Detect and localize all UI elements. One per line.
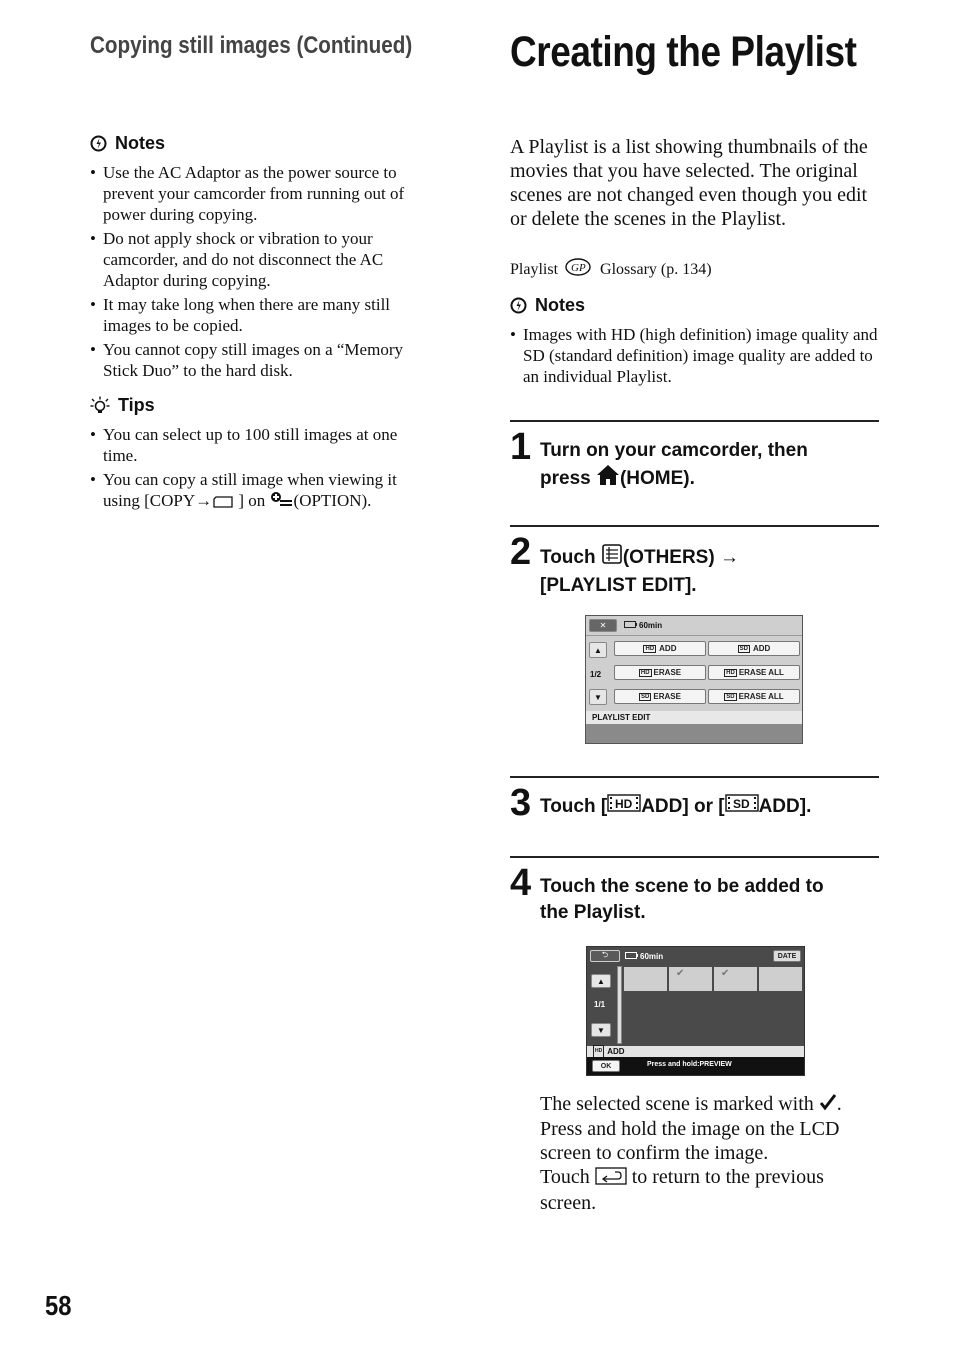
divider [510,420,879,422]
desc-line2: Press and hold the image on the LCD [540,1118,840,1141]
triangle-up-icon: ▲ [594,645,602,655]
list-item: • Use the AC Adaptor as the power source to prevent your camcorder from running out of power during copying. [90,162,435,225]
sd-add-button[interactable] [708,641,800,656]
step2-touch: Touch [540,547,601,569]
home-icon [596,464,620,494]
hd-quality-icon [607,794,641,820]
notes-icon [90,135,107,152]
hd-badge: HD [645,645,655,652]
button-label: ERASE [653,668,682,677]
step-text [540,784,811,820]
step4-description [540,1092,885,1215]
scene-thumbnail[interactable] [669,967,712,991]
sd-badge: SD [739,645,748,652]
scene-thumbnail[interactable] [714,967,757,991]
battery-remaining: 60min [640,952,664,961]
divider [510,856,879,858]
list-item [90,469,435,514]
tips-list [90,424,435,514]
step-number: 2 [510,531,532,573]
step4-line1: Touch the scene to be added to [540,876,824,897]
status-bar [587,1046,804,1057]
triangle-up-icon: ▲ [597,976,605,986]
sd-badge: SD [726,693,735,700]
scrollbar[interactable] [617,966,622,1044]
return-icon: ⮌ [601,950,609,959]
hd-badge: HD [726,669,735,676]
option-icon [270,491,294,514]
scroll-down-button[interactable] [589,689,607,705]
return-icon [595,1167,627,1191]
desc-line3: screen to confirm the image. [540,1142,769,1165]
glossary-icon [564,257,594,282]
sd-badge: SD [641,693,650,700]
step2-line2: [PLAYLIST EDIT]. [540,575,697,596]
divider [510,525,879,527]
running-head: Copying still images (Continued) [90,32,413,59]
battery-icon [624,621,637,630]
desc-line4b: to return to the previous [626,1166,824,1189]
battery-icon [625,952,638,961]
step3-or: ADD] or [ [641,796,725,818]
tips-heading [90,395,435,416]
step-text [540,428,808,494]
date-button[interactable]: DATE [773,950,801,962]
tips-heading-label: Tips [118,395,155,415]
divider [510,776,879,778]
triangle-down-icon: ▼ [594,692,602,702]
arrow-right-icon: → [195,491,213,510]
button-label: ADD [659,644,677,653]
svg-text:SD: SD [732,797,750,811]
scene-thumbnail[interactable] [759,967,802,991]
right-notes-section [510,295,880,390]
status-bar: PLAYLIST EDIT [586,711,802,724]
close-button[interactable] [589,619,617,632]
button-label: ERASE ALL [738,692,784,701]
add-scene-screen [586,946,805,1076]
glossary-ref: Glossary (p. 134) [600,260,712,278]
step-number: 3 [510,782,532,824]
notes-heading-label: Notes [115,133,166,153]
step-number: 4 [510,862,532,904]
step-4 [510,864,824,926]
status-text: ADD [607,1047,625,1056]
svg-text:GP: GP [571,262,586,274]
checkmark-icon: ✔ [721,968,730,979]
desc-line5: screen. [540,1191,597,1214]
list-item: • It may take long when there are many still images to be copied. [90,294,435,336]
step-text [540,533,739,599]
notes-list [510,324,880,387]
preview-hint: Press and hold:PREVIEW [647,1061,732,1068]
bottom-bar [586,724,802,743]
desc-line1: The selected scene is marked with [540,1093,819,1115]
sd-erase-all-button[interactable] [708,689,800,704]
step-3 [510,784,811,822]
notes-list [90,162,435,381]
desc-line1-end: . [836,1093,842,1115]
battery-indicator [625,952,663,961]
notes-icon [510,297,527,314]
hd-erase-all-button[interactable] [708,665,800,680]
svg-text:HD: HD [615,797,633,811]
scroll-up-button[interactable] [591,974,611,988]
step4-line2: the Playlist. [540,902,646,923]
left-notes-section [90,133,435,517]
battery-indicator [624,621,662,630]
lightbulb-icon [90,396,110,416]
step1-line1: Turn on your camcorder, then [540,440,808,461]
notes-heading-label: Notes [535,295,586,315]
step3-touch: Touch [ [540,796,608,818]
step1-press: press [540,468,596,490]
step-number: 1 [510,426,532,468]
hd-add-button[interactable] [614,641,706,656]
sd-erase-button[interactable] [614,689,706,704]
playlist-edit-screen [585,615,803,744]
desc-line4a: Touch [540,1166,595,1189]
close-icon: ✕ [599,621,607,630]
bottom-bar [587,1057,804,1075]
list-item: • You cannot copy still images on a “Memory Stick Duo” to the hard disk. [90,339,435,381]
checkmark-icon: ✔ [676,968,685,979]
tip2-text-a: You can copy a still image when viewing it using [COPY [103,470,397,510]
card-icon [212,492,234,513]
notes-heading [90,133,435,154]
list-item: • You can select up to 100 still images at one time. [90,424,435,466]
tip2-text-c: (OPTION). [293,491,372,510]
ok-button[interactable]: OK [592,1060,620,1072]
step-2 [510,533,739,599]
battery-remaining: 60min [639,621,663,630]
hd-badge: HD [593,1045,604,1058]
checkmark-icon [819,1093,837,1117]
list-item: • Do not apply shock or vibration to your camcorder, and do not disconnect the AC Adaptor during copying. [90,228,435,291]
scroll-down-button[interactable] [591,1023,611,1037]
page-indicator: 1/1 [594,1000,606,1009]
divider [586,635,802,636]
page-number: 58 [45,1290,72,1321]
sd-quality-icon [725,794,759,820]
notes-heading [510,295,880,316]
scroll-up-button[interactable] [589,642,607,658]
button-label: ERASE ALL [738,668,784,677]
triangle-down-icon: ▼ [597,1025,605,1035]
scene-thumbnail[interactable] [624,967,667,991]
hd-badge: HD [640,669,650,676]
glossary-term: Playlist [510,260,559,278]
list-item: • Images with HD (high definition) image quality and SD (standard definition) image quality are added to an individual Playlist. [510,324,880,387]
glossary-reference [510,257,712,282]
button-label: ERASE [653,692,681,701]
step3-add: ADD]. [758,796,812,818]
page-title: Creating the Playlist [510,28,857,76]
button-label: ADD [753,644,771,653]
return-button[interactable] [590,950,620,962]
tip2-text-b: ] on [234,491,270,510]
page-indicator: 1/2 [590,670,602,679]
step2-others: (OTHERS) → [622,547,739,569]
step-text [540,864,824,926]
step1-home: (HOME). [619,468,695,490]
hd-erase-button[interactable] [614,665,706,680]
step-1 [510,428,808,494]
others-icon [601,543,623,573]
intro-paragraph: A Playlist is a list showing thumbnails of the movies that you have selected. The original scenes are not changed even though you edit or delete the scenes in the Playlist. [510,136,868,230]
